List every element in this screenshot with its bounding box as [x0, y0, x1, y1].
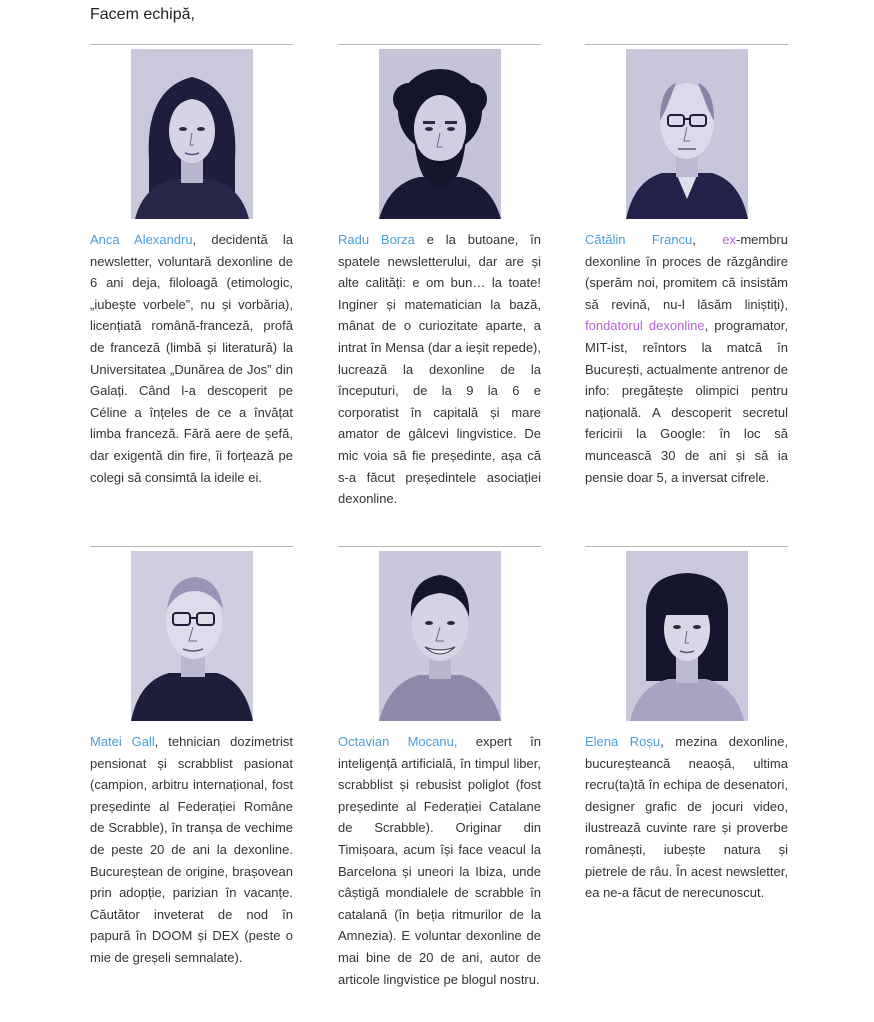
member-name-link[interactable]: Octavian Mocanu, [338, 734, 458, 749]
team-member-card [585, 546, 788, 904]
member-bio: Radu Borza e la butoane, în spatele newsletterului, dar are și alte calități: e om bun… la toate! Inginer și matematician la bază, mânat de o curiozitate aparte, a intrat în Mensa (dar a ieșit repede), lucrează la dexonline de la începuturi, de la 9 la 6 e corporatist în capitală și mare amator de gâlcevi lingvistice. De mic voia să fie președinte, așa că s-a făcut președintele asociației dexonline. [338, 232, 541, 507]
member-bio: Octavian Mocanu, expert în inteligență artificială, în timpul liber, scrabblist și rebusist poliglot (fost președinte al Federației Catalane de Scrabble). Originar din Timișoara, acum își face veacul la Barcelona și uneori la Ibiza, unde câștigă mondialele de scrabble în catalană (în beția ritmurilor de la Amnezia). E voluntar dexonline de mai bine de 20 de ani, autor de articole lingvistice pe blogul nostru. [338, 734, 541, 987]
divider [338, 546, 541, 547]
member-name-link[interactable]: Matei Gall [90, 734, 155, 749]
member-bio: Anca Alexandru, decidentă la newsletter, voluntară dexonline de 6 ani deja, filoloagă (etimologic, „iubește vorbele”, nu și vorbăria), licențiată română-franceză, profă de franceză (limbă și literatură) la Universitatea „Dunărea de Jos” din Galați. Când l-a descoperit pe Céline a înțeles de ce a învățat limba franceză. Fără aere de șefă, dar exigentă din fire, îi forțează pe colegi să consimtă la ideile ei. [90, 232, 293, 485]
team-member-card [338, 44, 541, 510]
divider [585, 44, 788, 45]
founder-link[interactable]: fondatorul dexonline [585, 318, 705, 334]
divider [90, 44, 293, 45]
portrait-catalin [626, 49, 748, 219]
portrait-octavian [379, 551, 501, 721]
portrait-radu [379, 49, 501, 219]
member-name-link[interactable]: Radu Borza [338, 232, 415, 247]
team-member-card [338, 546, 541, 990]
member-name-link[interactable]: Anca Alexandru [90, 232, 193, 247]
member-name-link[interactable]: Cătălin Francu [585, 232, 693, 247]
portrait-anca [131, 49, 253, 219]
divider [585, 546, 788, 547]
intro-text: Facem echipă, [90, 6, 195, 23]
divider [338, 44, 541, 45]
portrait-matei [131, 551, 253, 721]
member-bio: Matei Gall, tehnician dozimetrist pensionat și scrabblist pasionat (campion, arbitru internațional, fost președinte al Federației Române de Scrabble), în tranșa de vechime de peste 20 de ani la dexonline. Bucureștean de origine, brașovean prin adopție, parizian în vacanțe. Căutător inveterat de nod în papură în DOOM și DEX (peste o mie de greșeli semnalate). [90, 734, 293, 965]
portrait-elena [626, 551, 748, 721]
member-name-link[interactable]: Elena Roșu [585, 734, 661, 749]
member-bio: Cătălin Francu, ex-membru dexonline în proces de răzgândire (sperăm noi, promitem că insistăm să revină, nu-l lăsăm liniștiți), fondatorul dexonline, programator, MIT-ist, reîntors la matcă în București, actualmente antrenor de info: pregătește olimpici pentru națională. A descoperit secretul fericirii la Google: în loc să muncească 30 de ani și să ia pensie doar 5, a inversat cifrele. [585, 232, 788, 485]
team-member-card [90, 546, 293, 969]
divider [90, 546, 293, 547]
team-member-card [585, 44, 788, 488]
member-bio: Elena Roșu, mezina dexonline, bucureșteancă neaoșă, ultima recru(ta)tă în echipa de desenatori, designer grafic de jocuri video, ilustrează cuvinte rare și proverbe românești, iubește natura și pietrele de râu. În acest newsletter, ea ne-a făcut de nerecunoscut. [585, 734, 788, 901]
ex-link[interactable]: ex [722, 232, 736, 247]
team-member-card [90, 44, 293, 488]
